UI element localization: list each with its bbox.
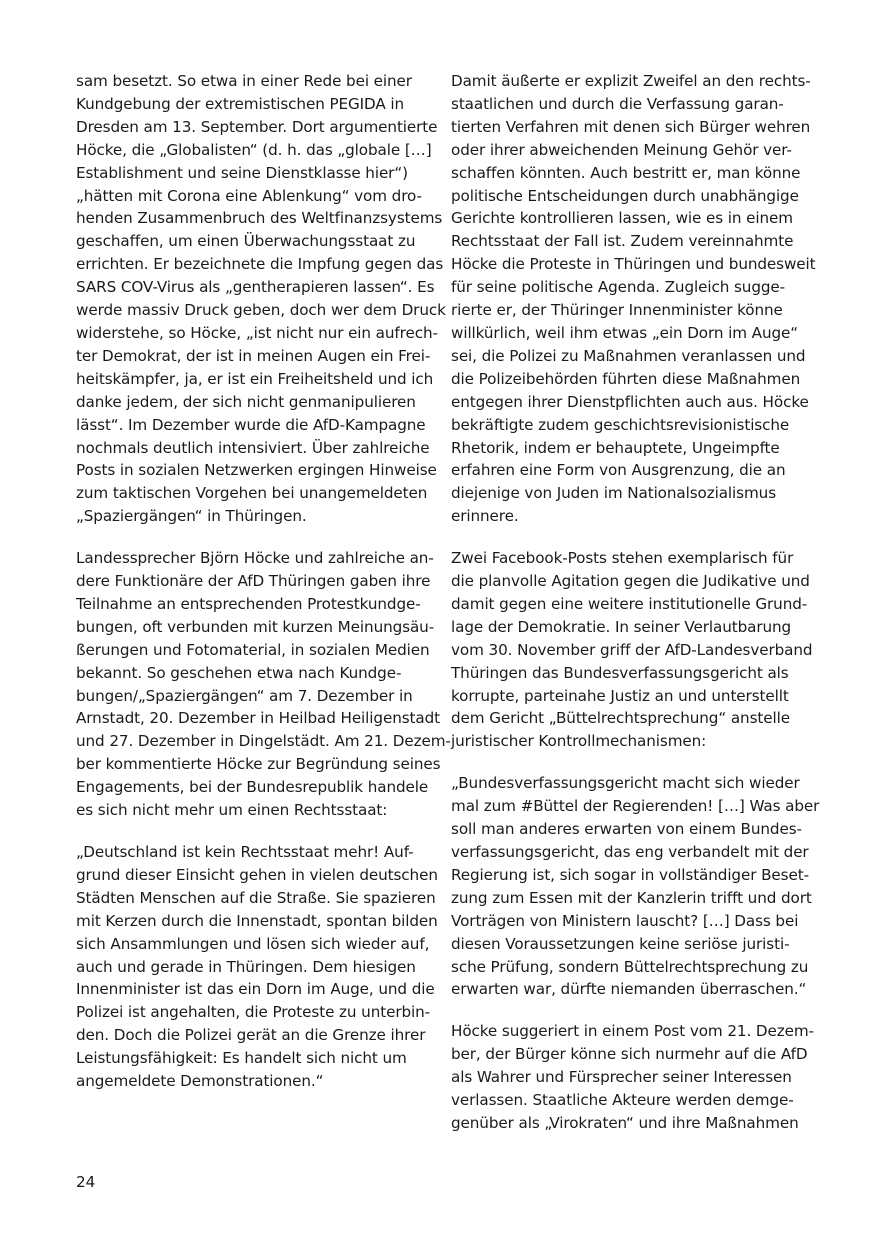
text-line: Innenminister ist das ein Dorn im Auge, und die (76, 980, 435, 999)
text-line: bekräftigte zudem geschichtsrevisionistische (451, 415, 790, 434)
text-line: soll man anderes erwarten von einem Bundes- (451, 820, 802, 839)
right-column (451, 70, 820, 1154)
text-line: damit gegen eine weitere institutionelle Grund- (451, 594, 808, 613)
text-line: zung zum Essen mit der Kanzlerin trifft und dort (451, 888, 812, 907)
text-line: als Wahrer und Fürsprecher seiner Interessen (451, 1068, 792, 1087)
quote-paragraph (451, 772, 820, 1001)
quote-paragraph (76, 841, 438, 1093)
text-line: Damit äußerte er explizit Zweifel an den rechts- (451, 72, 811, 90)
text-line: diejenige von Juden im Nationalsozialismus (451, 484, 777, 503)
text-line: nochmals deutlich intensiviert. Über zahlreiche (76, 438, 430, 457)
text-line: lage der Demokratie. In seiner Verlautbarung (451, 617, 792, 636)
text-line: verfassungsgericht, das eng verbandelt mit der (451, 843, 809, 861)
text-line: genüber als „Virokraten“ und ihre Maßnahmen (451, 1113, 799, 1132)
text-line: entgegen ihrer Dienstpflichten auch aus. Höcke (451, 392, 809, 411)
text-line: es sich nicht mehr um einen Rechtsstaat: (76, 801, 388, 820)
text-line: Gerichte kontrollieren lassen, wie es in einem (451, 209, 793, 228)
text-line: henden Zusammenbruch des Weltfinanzsystems (76, 209, 443, 228)
text-line: erwarten war, dürfte niemanden überraschen.“ (451, 980, 807, 999)
text-line: mal zum #Büttel der Regierenden! […] Was aber (451, 797, 820, 816)
text-line: geschaffen, um einen Überwachungsstaat zu (76, 232, 416, 251)
text-line: und 27. Dezember in Dingelstädt. Am 21. Dezem- (76, 732, 451, 751)
text-line: Polizei ist angehalten, die Proteste zu unterbin- (76, 1003, 431, 1022)
text-line: ber, der Bürger könne sich nurmehr auf die AfD (451, 1045, 808, 1064)
text-line: SARS COV-Virus als „gentherapieren lassen“. Es (76, 278, 435, 297)
text-line: Höcke, die „Globalisten“ (d. h. das „globale […] (76, 140, 432, 159)
text-line: die planvolle Agitation gegen die Judikative und (451, 572, 810, 591)
text-line: für seine politische Agenda. Zugleich sugge- (451, 278, 786, 297)
text-line: Höcke suggeriert in einem Post vom 21. Dezem- (451, 1022, 814, 1041)
text-line: ßerungen und Fotomaterial, in sozialen Medien (76, 640, 430, 659)
text-line: Dresden am 13. September. Dort argumentierte (76, 117, 438, 136)
text-line: diesen Voraussetzungen keine seriöse juristi- (451, 934, 790, 953)
text-line: sche Prüfung, sondern Büttelrechtsprechung zu (451, 957, 809, 976)
text-line: vom 30. November griff der AfD-Landesverband (451, 640, 813, 659)
text-line: willkürlich, weil ihm etwas „ein Dorn im Auge“ (451, 323, 799, 342)
text-line: sam besetzt. So etwa in einer Rede bei einer (76, 72, 412, 90)
text-line: dere Funktionäre der AfD Thüringen gaben ihre (76, 572, 431, 591)
text-line: Rechtsstaat der Fall ist. Zudem vereinnahmte (451, 232, 794, 251)
text-line: Landessprecher Björn Höcke und zahlreiche an- (76, 549, 434, 568)
text-line: ber kommentierte Höcke zur Begründung seines (76, 755, 441, 774)
text-line: erfahren eine Form von Ausgrenzung, die an (451, 461, 786, 480)
text-line: lässt“. Im Dezember wurde die AfD-Kampagne (76, 415, 426, 434)
text-line: Thüringen das Bundesverfassungsgericht als (451, 663, 789, 682)
text-line: „Deutschland ist kein Rechtsstaat mehr! Auf- (76, 843, 414, 861)
text-line: Rhetorik, indem er behauptete, Ungeimpfte (451, 438, 780, 457)
left-column (76, 70, 451, 1112)
text-line: korrupte, parteinahe Justiz an und unterstellt (451, 686, 789, 705)
text-line: bungen, oft verbunden mit kurzen Meinungsäu- (76, 617, 435, 636)
paragraph (76, 70, 446, 528)
paragraph (451, 70, 816, 528)
text-line: den. Doch die Polizei gerät an die Grenze ihrer (76, 1026, 426, 1045)
text-line: Zwei Facebook-Posts stehen exemplarisch für (451, 549, 794, 568)
text-line: tierten Verfahren mit denen sich Bürger wehren (451, 117, 811, 136)
text-line: Regierung ist, sich sogar in vollständiger Beset- (451, 865, 809, 884)
text-line: „Bundesverfassungsgericht macht sich wieder (451, 774, 800, 793)
text-line: Engagements, bei der Bundesrepublik handele (76, 778, 429, 797)
text-line: bekannt. So geschehen etwa nach Kundge- (76, 663, 402, 682)
text-line: staatlichen und durch die Verfassung garan- (451, 94, 784, 113)
text-line: „Spaziergängen“ in Thüringen. (76, 507, 307, 526)
text-line: die Polizeibehörden führten diese Maßnahmen (451, 369, 801, 388)
text-line: angemeldete Demonstrationen.“ (76, 1072, 324, 1091)
text-line: verlassen. Staatliche Akteure werden demge- (451, 1091, 794, 1110)
text-line: „hätten mit Corona eine Ablenkung“ vom dro- (76, 186, 422, 205)
paragraph (451, 1020, 814, 1135)
text-line: erinnere. (451, 507, 519, 526)
text-line: sei, die Polizei zu Maßnahmen veranlassen und (451, 346, 806, 365)
text-line: zum taktischen Vorgehen bei unangemeldeten (76, 484, 428, 503)
paragraph (451, 547, 813, 753)
text-line: Teilnahme an entsprechenden Protestkundge- (76, 594, 421, 613)
text-line: dem Gericht „Büttelrechtsprechung“ anstelle (451, 709, 790, 728)
text-line: auch und gerade in Thüringen. Dem hiesigen (76, 957, 416, 976)
text-line: Kundgebung der extremistischen PEGIDA in (76, 94, 405, 113)
text-line: Vorträgen von Ministern lauscht? […] Dass bei (451, 911, 799, 930)
text-line: Posts in sozialen Netzwerken ergingen Hinweise (76, 461, 437, 480)
text-line: oder ihrer abweichenden Meinung Gehör ver- (451, 140, 792, 159)
paragraph (76, 547, 451, 822)
text-line: schaffen könnten. Auch bestritt er, man könne (451, 163, 801, 182)
text-line: danke jedem, der sich nicht genmanipulieren (76, 392, 416, 411)
text-line: ter Demokrat, der ist in meinen Augen ein Frei- (76, 346, 431, 365)
text-line: mit Kerzen durch die Innenstadt, spontan bilden (76, 911, 438, 930)
text-line: politische Entscheidungen durch unabhängige (451, 186, 799, 205)
text-line: Städten Menschen auf die Straße. Sie spazieren (76, 888, 436, 907)
text-line: grund dieser Einsicht gehen in vielen deutschen (76, 865, 438, 884)
text-line: rierte er, der Thüringer Innenminister könne (451, 301, 783, 320)
text-line: Establishment und seine Dienstklasse hier“) (76, 163, 408, 182)
text-line: sich Ansammlungen und lösen sich wieder auf, (76, 934, 430, 953)
text-line: heitskämpfer, ja, er ist ein Freiheitsheld und ich (76, 369, 434, 388)
text-line: errichten. Er bezeichnete die Impfung gegen das (76, 255, 444, 274)
text-line: Höcke die Proteste in Thüringen und bundesweit (451, 255, 816, 274)
text-line: Leistungsfähigkeit: Es handelt sich nicht um (76, 1049, 407, 1068)
text-line: widerstehe, so Höcke, „ist nicht nur ein aufrech- (76, 323, 438, 342)
text-line: Arnstadt, 20. Dezember in Heilbad Heiligenstadt (76, 709, 440, 728)
text-line: juristischer Kontrollmechanismen: (451, 732, 707, 751)
text-line: werde massiv Druck geben, doch wer dem Druck (76, 301, 446, 320)
text-line: bungen/„Spaziergängen“ am 7. Dezember in (76, 686, 413, 705)
page-number: 24 (76, 1173, 96, 1191)
